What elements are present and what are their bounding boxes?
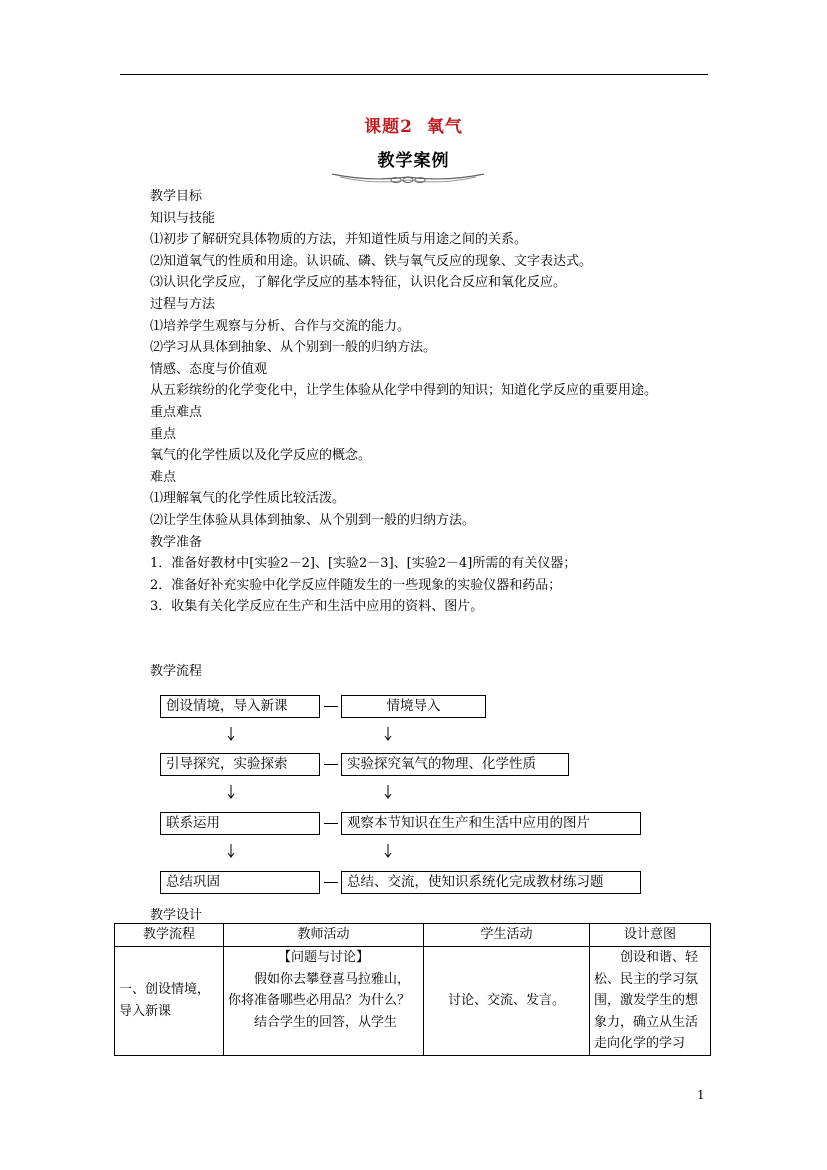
flow-left-step-4: 总结巩固 xyxy=(160,871,320,894)
flow-right-step-3: 观察本节知识在生产和生活中应用的图片 xyxy=(341,812,641,835)
knowledge-item: ⑶认识化学反应，了解化学反应的基本特征，认识化合反应和氧化反应。 xyxy=(150,275,567,291)
column-header: 教学流程 xyxy=(115,924,224,947)
ornament-divider xyxy=(330,168,486,186)
flow-left-step-3: 联系运用 xyxy=(160,812,320,835)
teacher-activity-text: 假如你去攀登喜马拉雅山，你将准备哪些必用品？为什么？ xyxy=(228,971,411,1008)
difficulty-item: ⑵让学生体验从具体到抽象、从个别到一般的归纳方法。 xyxy=(150,512,476,528)
flow-connector xyxy=(324,764,338,765)
design-intent-cell: 创设和谐、轻松、民主的学习氛围，激发学生的想象力，确立从生活走向化学的学习 xyxy=(590,947,711,1056)
table-header-row xyxy=(115,924,711,947)
down-arrow-icon xyxy=(227,785,235,799)
section-label: 教学案例 xyxy=(377,151,450,171)
down-arrow-icon xyxy=(384,727,392,741)
lesson-name: 氧气 xyxy=(426,117,463,137)
emotion-text: 从五彩缤纷的化学变化中，让学生体验从化学中得到的知识；知道化学反应的重要用途。 xyxy=(150,383,658,399)
difficulty-item: ⑴理解氧气的化学性质比较活泼。 xyxy=(150,491,346,507)
header-rule xyxy=(120,74,708,75)
flow-right-step-4: 总结、交流，使知识系统化完成教材练习题 xyxy=(341,871,641,894)
design-heading: 教学设计 xyxy=(150,908,203,923)
lesson-code: 课题2 xyxy=(364,117,413,137)
design-table xyxy=(114,923,711,1056)
table-row xyxy=(115,947,711,1056)
teacher-activity-title: 【问题与讨论】 xyxy=(277,950,369,965)
focus-heading: 重点 xyxy=(150,426,177,442)
flow-right-step-2: 实验探究氧气的物理、化学性质 xyxy=(341,753,569,776)
column-header: 教师活动 xyxy=(224,924,424,947)
process-item: ⑵学习从具体到抽象、从个别到一般的归纳方法。 xyxy=(150,340,437,356)
flow-left-step-1: 创设情境，导入新课 xyxy=(160,695,320,718)
teacher-activity-text: 结合学生的回答，从学生 xyxy=(254,1014,398,1030)
flow-right-step-1: 情境导入 xyxy=(341,695,486,718)
process-item: ⑴培养学生观察与分析、合作与交流的能力。 xyxy=(150,318,411,334)
lesson-title xyxy=(0,112,827,137)
focus-text: 氧气的化学性质以及化学反应的概念。 xyxy=(150,448,372,464)
process-heading: 过程与方法 xyxy=(150,296,216,312)
preparation-heading: 教学准备 xyxy=(150,534,203,550)
page-number: 1 xyxy=(697,1088,705,1102)
flow-connector xyxy=(324,706,338,707)
preparation-item: 2．准备好补充实验中化学反应伴随发生的一些现象的实验仪器和药品； xyxy=(150,577,562,593)
difficulty-heading: 难点 xyxy=(150,469,177,485)
preparation-item: 1．准备好教材中[实验2－2]、[实验2－3]、[实验2－4]所需的有关仪器； xyxy=(150,556,577,572)
knowledge-item: ⑵知道氧气的性质和用途。认识硫、磷、铁与氧气反应的现象、文字表达式。 xyxy=(150,253,593,269)
objectives-heading: 教学目标 xyxy=(150,189,203,204)
key-points-heading: 重点难点 xyxy=(150,404,203,420)
flow-connector xyxy=(324,823,338,824)
down-arrow-icon xyxy=(227,844,235,858)
stage-cell: 一、创设情境，导入新课 xyxy=(115,947,224,1056)
student-activity-cell: 讨论、交流、发言。 xyxy=(424,947,590,1056)
emotion-heading: 情感、态度与价值观 xyxy=(150,361,268,377)
preparation-item: 3．收集有关化学反应在生产和生活中应用的资料、图片。 xyxy=(150,599,484,615)
teacher-activity-cell xyxy=(224,947,424,1056)
knowledge-item: ⑴初步了解研究具体物质的方法，并知道性质与用途之间的关系。 xyxy=(150,232,528,248)
column-header: 设计意图 xyxy=(590,924,711,947)
flow-heading: 教学流程 xyxy=(150,664,203,679)
flow-connector xyxy=(324,882,338,883)
down-arrow-icon xyxy=(227,727,235,741)
down-arrow-icon xyxy=(384,844,392,858)
down-arrow-icon xyxy=(384,785,392,799)
column-header: 学生活动 xyxy=(424,924,590,947)
flow-left-step-2: 引导探究，实验探索 xyxy=(160,753,320,776)
knowledge-heading: 知识与技能 xyxy=(150,210,216,226)
objectives-block xyxy=(150,186,720,618)
